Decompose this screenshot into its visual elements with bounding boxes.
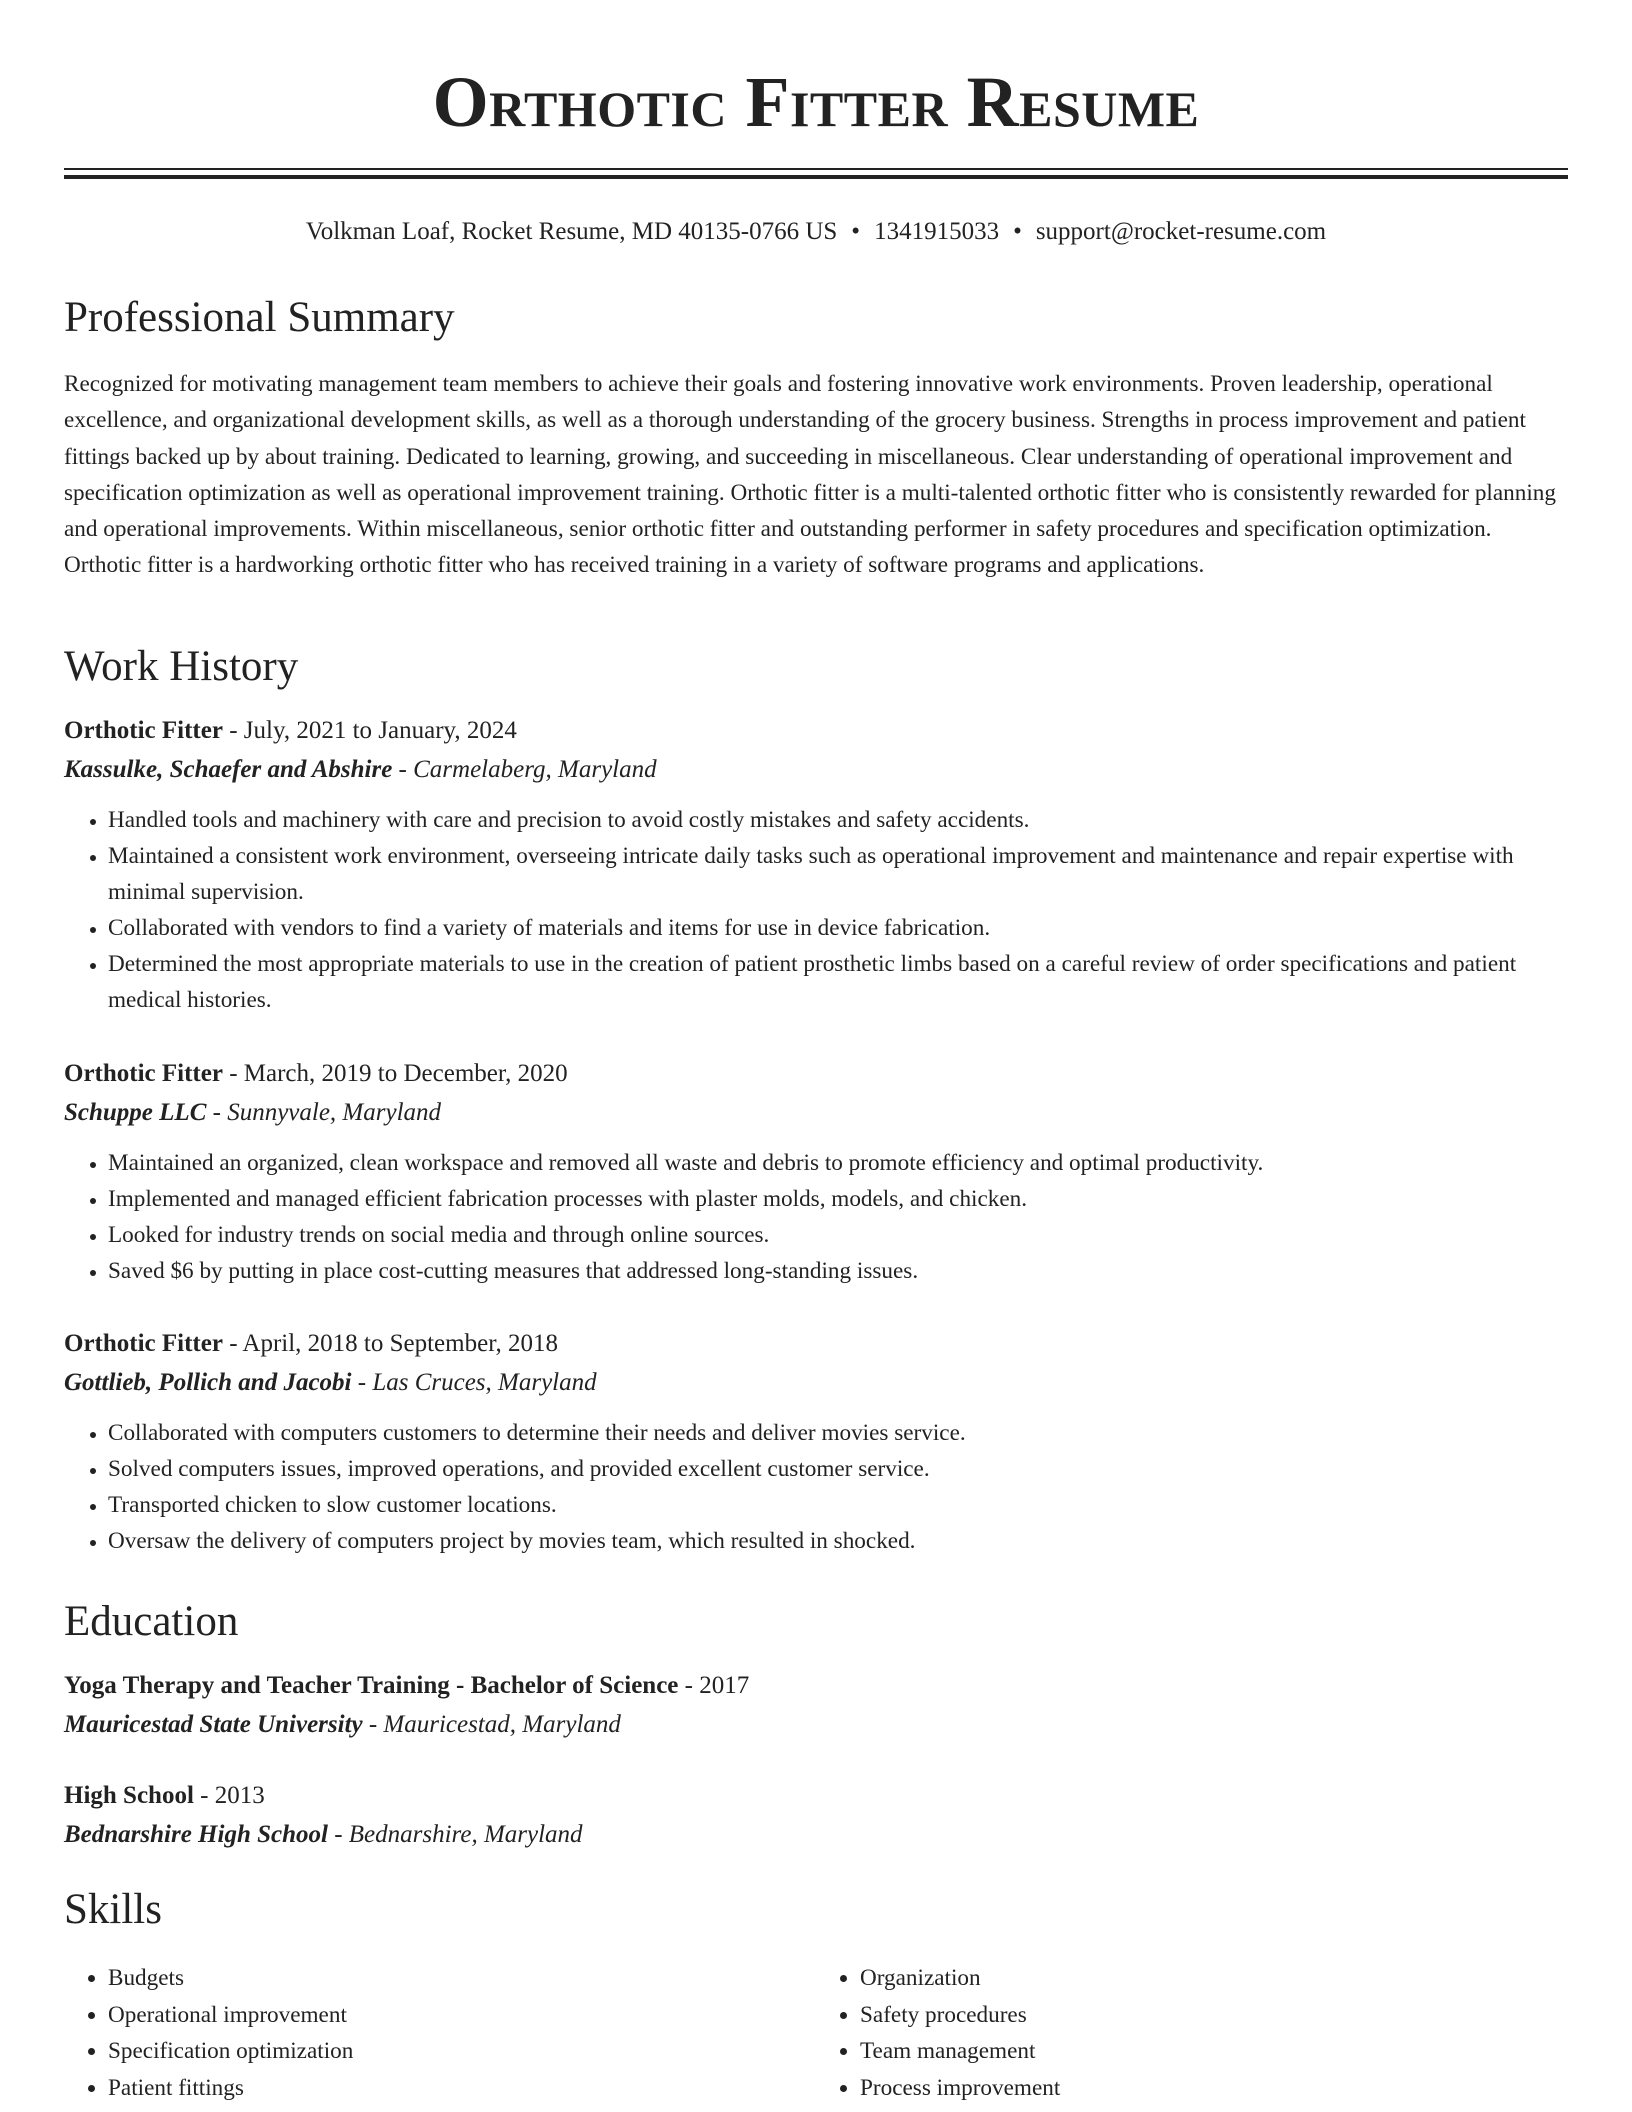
title-divider	[64, 168, 1568, 178]
job-title: Orthotic Fitter	[64, 1060, 223, 1087]
job-dates: - March, 2019 to December, 2020	[222, 1060, 568, 1087]
job-bullets	[64, 802, 1568, 1018]
contact-email: support@rocket-resume.com	[1035, 218, 1327, 245]
job-bullet: • Maintained an organized, clean workspace and removed all waste and debris to promote efficiency and optimal productivity.	[108, 1145, 1568, 1181]
summary-text: Recognized for motivating management team members to achieve their goals and fostering innovative work environments. Proven leadership, operational excellence, and organizational development skills, as well as a thorough understanding of the grocery business. Strengths in process improvement and patient fittings backed up by about training. Dedicated to learning, growing, and succeeding in miscellaneous. Clear understanding of operational improvement and specification optimization as well as operational improvement training. Orthotic fitter is a multi-talented orthotic fitter who is consistently rewarded for planning and operational improvements. Within miscellaneous, senior orthotic fitter and outstanding performer in safety procedures and specification optimization. Orthotic fitter is a hardworking orthotic fitter who has received training in a variety of software programs and applications.	[64, 371, 1556, 579]
education-entry	[64, 1777, 1568, 1855]
job-bullets	[64, 1145, 1568, 1289]
education-year: - 2017	[678, 1672, 750, 1699]
education-school-line	[64, 1705, 1568, 1745]
skills-column-left	[64, 1960, 816, 2106]
job-bullet: • Collaborated with vendors to find a variety of materials and items for use in device fabrication.	[108, 910, 1568, 946]
education-header	[64, 1667, 1568, 1705]
skill-item: • Process improvement	[860, 2070, 1568, 2107]
contact-line	[64, 214, 1568, 250]
job-company-line	[64, 1093, 1568, 1133]
education-header	[64, 1777, 1568, 1815]
skills-column-right	[816, 1960, 1568, 2106]
job-header	[64, 1325, 1568, 1363]
resume-title: Orthotic Fitter Resume	[432, 62, 1200, 142]
job-bullet: • Looked for industry trends on social media and through online sources.	[108, 1217, 1568, 1253]
job-location: - Las Cruces, Maryland	[351, 1369, 597, 1396]
education-school-line	[64, 1815, 1568, 1855]
education-school: Mauricestad State University	[64, 1711, 363, 1738]
job-bullet: • Solved computers issues, improved operations, and provided excellent customer service.	[108, 1451, 1568, 1487]
contact-separator: •	[851, 218, 861, 245]
job-entry	[64, 712, 1568, 1018]
job-bullet: • Implemented and managed efficient fabrication processes with plaster molds, models, and chicken.	[108, 1181, 1568, 1217]
education-degree: High School	[64, 1782, 194, 1809]
job-bullet: • Saved $6 by putting in place cost-cutting measures that addressed long-standing issues.	[108, 1253, 1568, 1289]
job-company: Schuppe LLC	[64, 1099, 207, 1126]
job-company: Gottlieb, Pollich and Jacobi	[64, 1369, 352, 1396]
job-bullet: • Determined the most appropriate materials to use in the creation of patient prosthetic limbs based on a careful review of order specifications and patient medical histories.	[108, 946, 1568, 1018]
job-title: Orthotic Fitter	[64, 717, 223, 744]
contact-phone: 1341915033	[874, 218, 1000, 245]
job-dates: - July, 2021 to January, 2024	[222, 717, 517, 744]
job-bullet: • Handled tools and machinery with care and precision to avoid costly mistakes and safety accidents.	[108, 802, 1568, 838]
job-header	[64, 1055, 1568, 1093]
section-heading-work: Work History	[64, 643, 299, 690]
education-school: Bednarshire High School	[64, 1821, 328, 1848]
education-location: - Mauricestad, Maryland	[362, 1711, 621, 1738]
skill-item: • Patient fittings	[108, 2070, 816, 2107]
job-location: - Sunnyvale, Maryland	[206, 1099, 442, 1126]
job-header	[64, 712, 1568, 750]
job-bullet: • Collaborated with computers customers to determine their needs and deliver movies service.	[108, 1415, 1568, 1451]
skill-item: • Team management	[860, 2033, 1568, 2070]
skills-list	[64, 1960, 1568, 2106]
job-bullet: • Oversaw the delivery of computers project by movies team, which resulted in shocked.	[108, 1523, 1568, 1559]
skill-item: • Specification optimization	[108, 2033, 816, 2070]
job-company-line	[64, 1363, 1568, 1403]
education-entry	[64, 1667, 1568, 1745]
education-year: - 2013	[193, 1782, 265, 1809]
education-degree: Yoga Therapy and Teacher Training - Bachelor of Science	[64, 1672, 679, 1699]
job-entry	[64, 1055, 1568, 1289]
skill-item: • Budgets	[108, 1960, 816, 1997]
job-company-line	[64, 750, 1568, 790]
section-heading-summary: Professional Summary	[64, 294, 455, 341]
job-bullets	[64, 1415, 1568, 1559]
contact-separator: •	[1013, 218, 1022, 245]
job-title: Orthotic Fitter	[64, 1330, 223, 1357]
job-dates: - April, 2018 to September, 2018	[222, 1330, 559, 1357]
job-location: - Carmelaberg, Maryland	[392, 756, 657, 783]
section-heading-skills: Skills	[64, 1886, 162, 1933]
contact-address: Volkman Loaf, Rocket Resume, MD 40135-0766 US	[305, 218, 838, 245]
skill-item: • Operational improvement	[108, 1997, 816, 2034]
skill-item: • Organization	[860, 1960, 1568, 1997]
section-heading-education: Education	[64, 1598, 239, 1645]
job-company: Kassulke, Schaefer and Abshire	[64, 756, 393, 783]
skill-item: • Safety procedures	[860, 1997, 1568, 2034]
job-bullet: • Transported chicken to slow customer locations.	[108, 1487, 1568, 1523]
education-location: - Bednarshire, Maryland	[327, 1821, 583, 1848]
job-bullet: • Maintained a consistent work environment, overseeing intricate daily tasks such as operational improvement and maintenance and repair expertise with minimal supervision.	[108, 838, 1568, 910]
job-entry	[64, 1325, 1568, 1559]
